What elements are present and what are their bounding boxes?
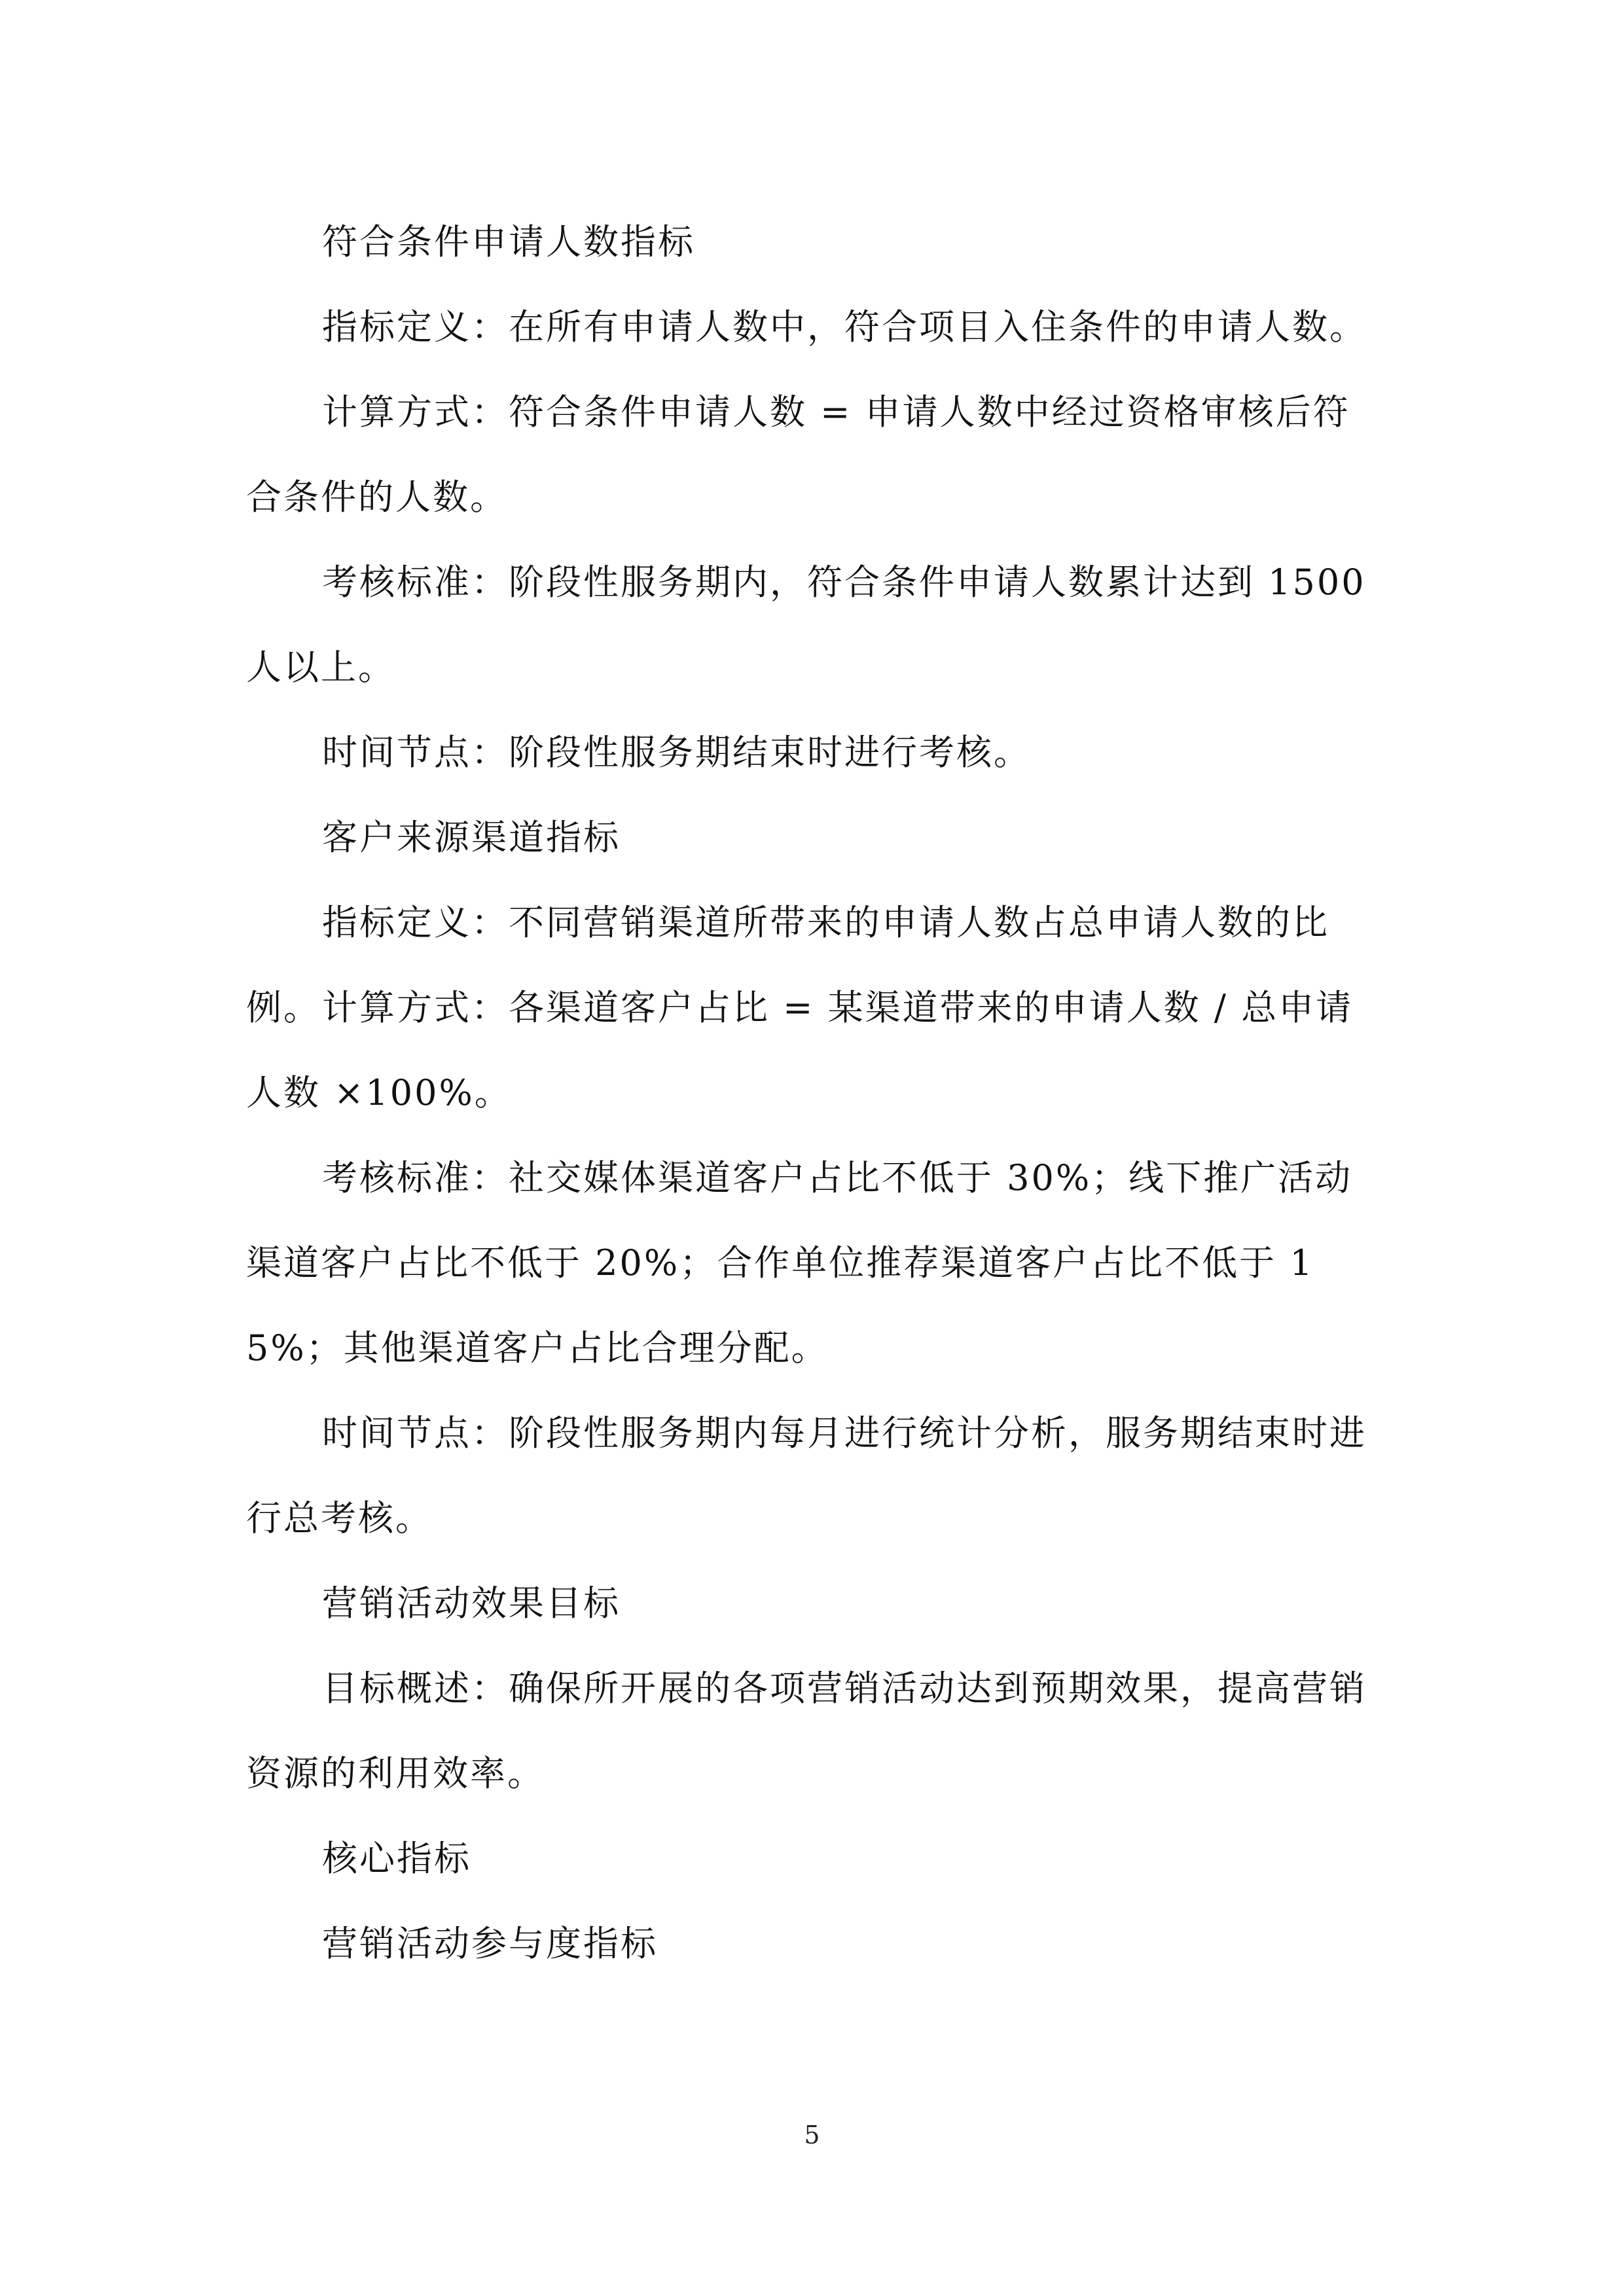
paragraph-assessment-standard-1: 考核标准：阶段性服务期内，符合条件申请人数累计达到 1500 人以上。 [246,562,1366,688]
paragraph-time-node-1: 时间节点：阶段性服务期结束时进行考核。 [322,732,1031,773]
paragraph-time-node-2: 时间节点：阶段性服务期内每月进行统计分析，服务期结束时进行总考核。 [246,1412,1367,1539]
paragraph-assessment-standard-2: 考核标准：社交媒体渠道客户占比不低于 30%；线下推广活动渠道客户占比不低于 20%；合作单位推荐渠道客户占比不低于 15%；其他渠道客户占比合理分配。 [246,1157,1353,1369]
heading-marketing-activity-effect-goal: 营销活动效果目标 [322,1583,621,1624]
page-number: 5 [804,2121,820,2149]
paragraph-calculation-method-2: 计算方式：各渠道客户占比 = 某渠道带来的申请人数 / 总申请人数 ×100%。 [246,987,1354,1113]
paragraph-calculation-method-1: 计算方式：符合条件申请人数 = 申请人数中经过资格审核后符合条件的人数。 [246,391,1350,518]
heading-marketing-activity-participation-indicator: 营销活动参与度指标 [322,1923,658,1964]
paragraph-indicator-definition-1: 指标定义：在所有申请人数中，符合项目入住条件的申请人数。 [322,306,1367,348]
heading-qualified-applicants-indicator: 符合条件申请人数指标 [322,221,695,262]
paragraph-goal-overview: 目标概述：确保所开展的各项营销活动达到预期效果，提高营销资源的利用效率。 [246,1668,1367,1794]
paragraph-indicator-definition-2: 指标定义：不同营销渠道所带来的申请人数占总申请人数的比例。 [246,902,1329,1028]
heading-customer-source-channel-indicator: 客户来源渠道指标 [322,817,621,858]
heading-core-indicators: 核心指标 [322,1838,471,1879]
